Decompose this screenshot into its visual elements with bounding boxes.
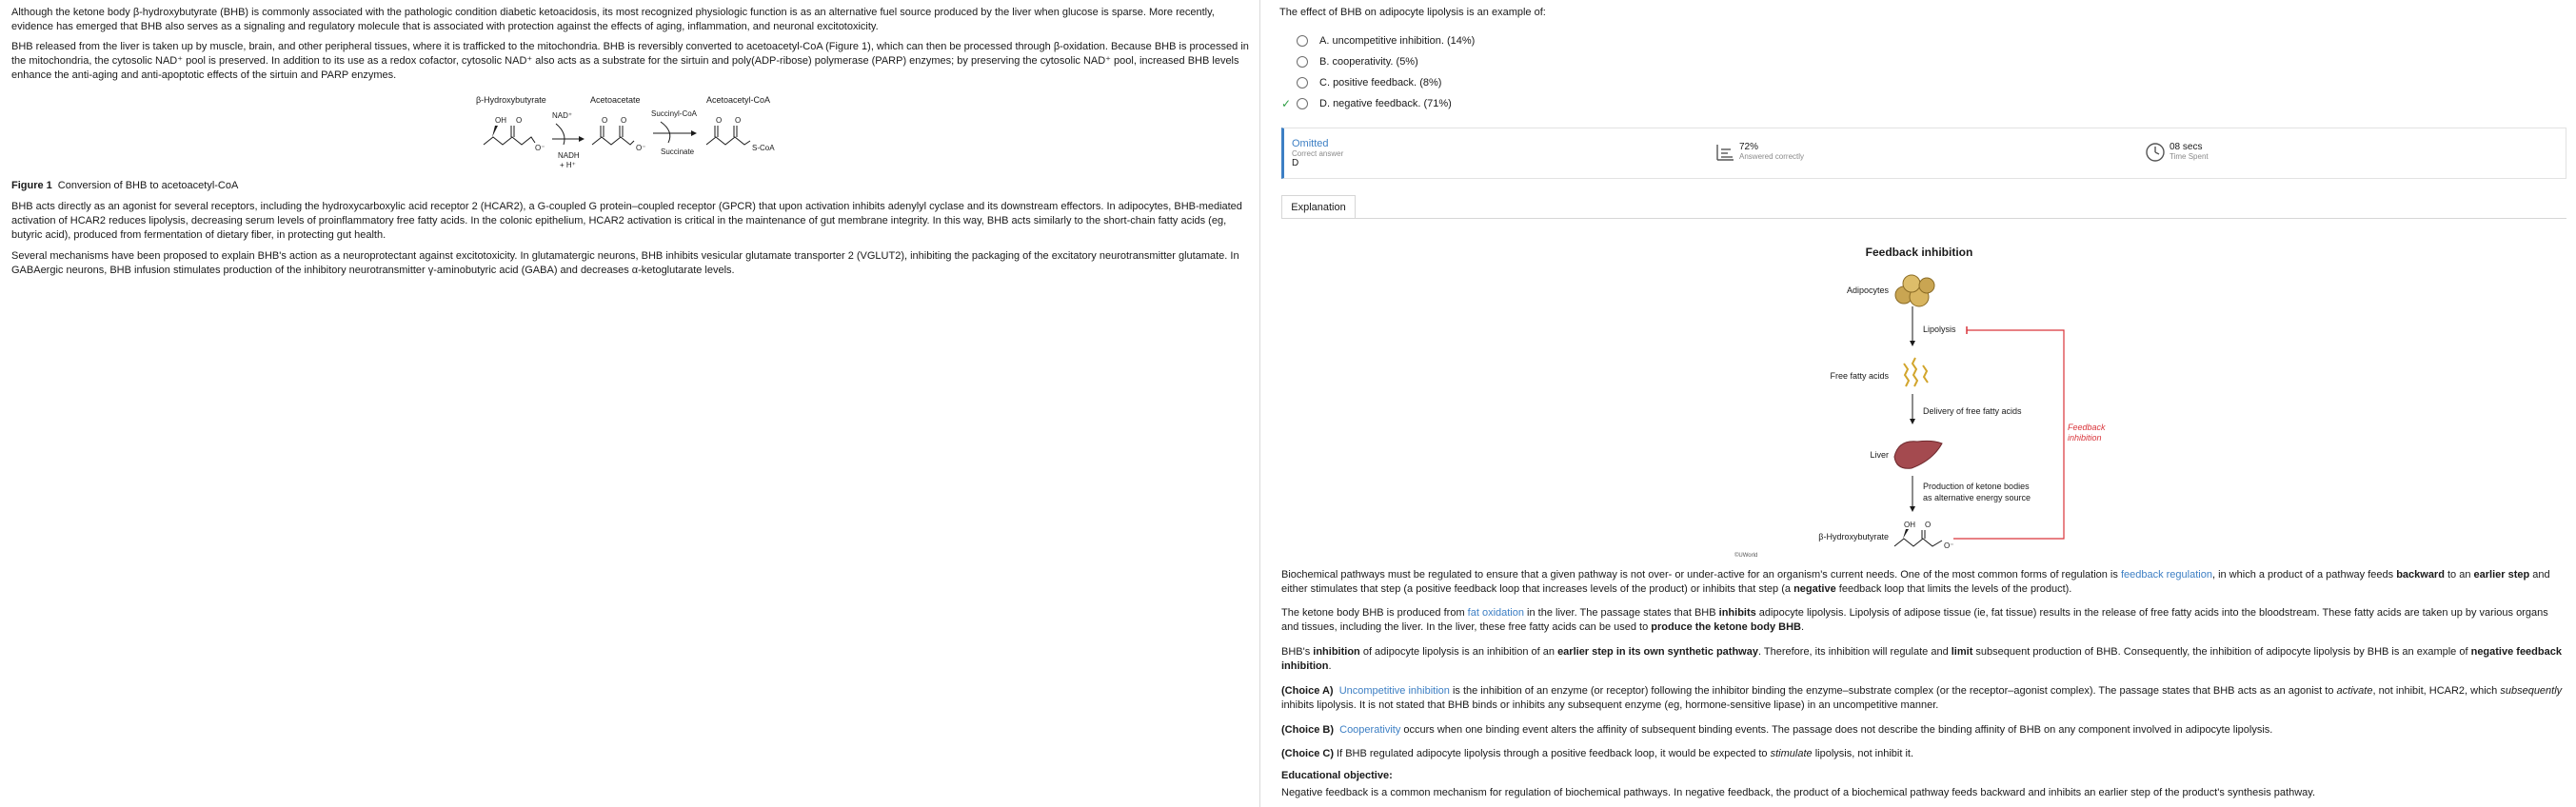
explanation-paragraph-1	[1281, 568, 2566, 597]
answered-correctly-text	[1739, 143, 1804, 162]
correct-answer-label: Correct answer	[1292, 149, 1344, 158]
status-block	[1292, 138, 1343, 168]
acetoacetate-o-label-1: O	[602, 116, 608, 125]
adipocytes-label: Adipocytes	[1846, 285, 1889, 295]
bhb-skeleton	[484, 137, 535, 145]
choice-c-text: positive feedback.	[1333, 77, 1417, 89]
clock-icon	[2145, 142, 2166, 163]
nad-curved-arrow	[556, 124, 565, 145]
e3-text-c: of adipocyte lipolysis is an inhibition of an	[1359, 646, 1558, 658]
feedback-label-line-2: inhibition	[2068, 433, 2102, 443]
diagram-bhb-wedge	[1903, 529, 1909, 539]
succinyl-coa-curved-arrow	[661, 122, 670, 143]
choice-a-text: uncompetitive inhibition.	[1332, 35, 1444, 47]
acetoacetyl-o-label-2: O	[735, 116, 742, 125]
acetoacetate-skeleton	[592, 137, 634, 145]
e2-bold-produce-bhb: produce the ketone body BHB	[1651, 621, 1801, 633]
arrowhead-delivery	[1910, 419, 1915, 424]
answer-choice-a[interactable]	[1279, 32, 1475, 49]
bhb-name-label: β-Hydroxybutyrate	[476, 95, 546, 105]
choice-a-label: (Choice A)	[1281, 685, 1334, 697]
ea-text-a: is the inhibition of an enzyme (or receptor) following the inhibitor binding the enzyme–substrate complex (or the receptor–agonist complex). The passage states that BHB acts as an agonist to	[1449, 685, 2337, 697]
choice-d-radio[interactable]	[1297, 98, 1308, 109]
feedback-inhibition-diagram	[1260, 236, 2576, 560]
choice-a-radio[interactable]	[1297, 35, 1308, 47]
reaction-1-arrowhead	[579, 136, 585, 142]
arrowhead-production	[1910, 506, 1915, 512]
choice-c-letter: C.	[1319, 77, 1330, 89]
e2-text-f: .	[1800, 621, 1805, 633]
tab-explanation[interactable]: Explanation	[1281, 195, 1356, 218]
liver-illustration	[1894, 441, 1942, 468]
s-coa-label: S-CoA	[752, 144, 775, 152]
e1-bold-negative: negative	[1793, 583, 1836, 595]
e2-bold-inhibits: inhibits	[1718, 607, 1756, 619]
choice-d-percent: (71%)	[1423, 98, 1452, 109]
eb-text-a: occurs when one binding event alters the affinity of subsequent binding events. The passage does not describe the binding affinity of BHB on any component involved in adipocyte lipolysis.	[1400, 724, 2273, 736]
copyright-label: ©UWorld	[1734, 553, 1758, 559]
e2-text-d: adipocyte lipolysis. Lipolysis of adipose tissue (ie, fat tissue) results in the release of free fatty acids into the bloodstream. These fatty acids are taken up by various organs and tissues, including the liver. In the liver, these free fatty acids can be used to	[1281, 607, 2548, 633]
ea-text-c: , not inhibit, HCAR2, which	[2372, 685, 2501, 697]
choice-b-percent: (5%)	[1396, 56, 1418, 68]
choice-b-radio[interactable]	[1297, 56, 1308, 68]
production-label-line-1: Production of ketone bodies	[1923, 482, 2030, 491]
figure-caption	[11, 180, 238, 191]
answer-choice-c[interactable]	[1279, 74, 1441, 91]
liver-label: Liver	[1870, 450, 1889, 460]
feedback-label-line-1: Feedback	[2068, 423, 2106, 432]
bhb-oh-label: OH	[495, 116, 506, 125]
fatty-acids-illustration	[1904, 358, 1928, 386]
acetoacetyl-coa-skeleton	[706, 137, 750, 145]
ea-text-e: inhibits lipolysis. It is not stated that BHB binds or inhibits any subsequent enzyme (eg, hormone-sensitive lipase) in an uncompetitive manner.	[1281, 699, 1939, 711]
ec-italic-stimulate: stimulate	[1770, 748, 1813, 759]
explanation-paragraph-3	[1281, 645, 2566, 674]
e1-text-a: Biochemical pathways must be regulated to ensure that a given pathway is not over- or under-active for an organism's current needs. One of the most common forms of regulation is	[1281, 569, 2121, 581]
correct-check-icon: ✓	[1280, 97, 1292, 110]
answer-choice-d[interactable]	[1279, 95, 1452, 112]
diagram-bhb-skeleton	[1894, 539, 1942, 546]
fat-oxidation-link[interactable]: fat oxidation	[1467, 607, 1524, 619]
diagram-bhb-oh: OH	[1904, 521, 1915, 529]
omitted-status: Omitted	[1292, 138, 1329, 149]
choice-c-radio[interactable]	[1297, 77, 1308, 89]
reaction-2-arrowhead	[691, 130, 697, 136]
passage-pane	[0, 0, 1259, 807]
hplus-label: + H⁺	[560, 161, 576, 169]
acetoacetate-o-minus-label: O⁻	[636, 144, 646, 152]
question-pane	[1260, 0, 2576, 807]
choice-b-letter: B.	[1319, 56, 1330, 68]
feedback-regulation-link[interactable]: feedback regulation	[2120, 569, 2212, 581]
ec-text-c: lipolysis, not inhibit it.	[1812, 748, 1914, 759]
time-spent-text	[2170, 143, 2209, 162]
ffa-label: Free fatty acids	[1830, 371, 1889, 381]
adipocytes-illustration	[1895, 275, 1934, 306]
e3-bold-earlier-step: earlier step in its own synthetic pathway	[1557, 646, 1758, 658]
passage-paragraph-4: Several mechanisms have been proposed to explain BHB's action as a neuroprotectant against excitotoxicity. In glutamatergic neurons, BHB inhibits vesicular glutamate transporter 2 (VGLUT2), inhibiting the packaging of the excitatory neurotransmitter glutamate. In GABAergic neurons, BHB infusion stimulates production of the inhibitory neurotransmitter γ-aminobutyric acid (GABA) and decreases α-ketoglutarate levels.	[11, 250, 1239, 276]
e1-text-b: , in which a product of a pathway feeds	[2211, 569, 2397, 581]
question-stem: The effect of BHB on adipocyte lipolysis is an example of:	[1279, 7, 1546, 18]
e3-bold-limit: limit	[1951, 646, 1973, 658]
e3-bold-inhibition: inhibition	[1313, 646, 1360, 658]
lipolysis-label: Lipolysis	[1923, 325, 1956, 334]
bhb-o-minus-label: O⁻	[535, 144, 545, 152]
acetoacetate-o-label-2: O	[621, 116, 627, 125]
passage-paragraph-1: Although the ketone body β-hydroxybutyrate (BHB) is commonly associated with the pathologic condition diabetic ketoacidosis, its most recognized physiologic function is as an alternative fuel source produced by the liver when glucose is sparse. More recently, evidence has emerged that BHB also serves as a signaling and regulatory molecule that is associated with protection against the effects of aging, inflammation, and neuronal excitotoxicity.	[11, 7, 1215, 32]
e1-bold-backward: backward	[2396, 569, 2445, 581]
e1-text-d: to an	[2444, 569, 2474, 581]
time-spent-block	[2145, 142, 2209, 163]
ea-italic-activate: activate	[2336, 685, 2373, 697]
time-spent-value: 08 secs	[2170, 142, 2203, 152]
e2-text-b: in the liver. The passage states that BHB	[1524, 607, 1719, 619]
correct-answer-value: D	[1292, 158, 1299, 168]
acetoacetyl-coa-name-label: Acetoacetyl-CoA	[706, 95, 771, 105]
e3-text-g: subsequent production of BHB. Consequently, the inhibition of adipocyte lipolysis by BHB is an example of	[1972, 646, 2471, 658]
nadh-label: NADH	[558, 151, 580, 160]
answered-correctly-block	[1714, 142, 1804, 163]
e3-bold-negative-feedback: negative feedback inhibition	[1281, 646, 2562, 672]
passage-paragraph-2: BHB released from the liver is taken up by muscle, brain, and other peripheral tissues, where it is trafficked to the mitochondria. BHB is reversibly converted to acetoacetyl-CoA (Figure 1), which can then be processed through β-oxidation. Because BHB is processed in the mitochondria, the cytosolic NAD⁺ pool is preserved. In addition to its use as a redox cofactor, cytosolic NAD⁺ also acts as a substrate for the sirtuin and poly(ADP-ribose) polymerase (PARP) enzymes; by preserving the cytosolic NAD⁺ pool, increased BHB levels enhance the anti-aging and anti-apoptotic effects of the sirtuin and PARP enzymes.	[11, 41, 1249, 81]
nad-label: NAD⁺	[552, 111, 573, 120]
e2-text-a: The ketone body BHB is produced from	[1281, 607, 1468, 619]
choice-a-letter: A.	[1319, 35, 1330, 47]
passage-paragraph-3: BHB acts directly as an agonist for several receptors, including the hydroxycarboxylic acid receptor 2 (HCAR2), a G-coupled G protein–coupled receptor (GPCR) that upon activation inhibits adenylyl cyclase and its downstream effectors. In adipocytes, BHB-mediated activation of HCAR2 reduces lipolysis, decreasing serum levels of proinflammatory free fatty acids. In the colonic epithelium, HCAR2 activation is critical in the maintenance of gut membrane integrity. In this way, BHB acts similarly to the short-chain fatty acids (eg, butyric acid), produced from fermentation of dietary fiber, in protecting gut health.	[11, 201, 1242, 241]
choice-a-percent: (14%)	[1446, 35, 1476, 47]
choice-b-label: (Choice B)	[1281, 724, 1334, 736]
choice-b-text: cooperativity.	[1332, 56, 1394, 68]
arrowhead-lipolysis	[1910, 341, 1915, 346]
educational-objective-text: Negative feedback is a common mechanism for regulation of biochemical pathways. In negative feedback, the product of a biochemical pathway feeds backward and inhibits an earlier step of the product's synthesis pathway.	[1281, 787, 2315, 798]
cooperativity-link[interactable]: Cooperativity	[1339, 724, 1401, 736]
acetoacetyl-o-label-1: O	[716, 116, 723, 125]
educational-objective-heading	[1281, 769, 2566, 783]
explanation-choice-a	[1281, 684, 2566, 713]
explanation-choice-c	[1281, 747, 2566, 761]
diagram-bhb-o: O	[1925, 521, 1932, 529]
choice-d-letter: D.	[1319, 98, 1330, 109]
answer-choice-b[interactable]	[1279, 53, 1418, 70]
succinate-label: Succinate	[661, 148, 695, 156]
figure-label: Figure 1	[11, 180, 52, 191]
succinyl-coa-label: Succinyl-CoA	[651, 109, 698, 118]
e1-text-h: feedback loop that limits the levels of the product).	[1835, 583, 2072, 595]
figure-1-reaction-scheme	[457, 95, 800, 171]
feedback-loop-line	[1953, 330, 2064, 539]
e3-text-a: BHB's	[1281, 646, 1314, 658]
bhb-wedge-bond	[492, 126, 498, 137]
ec-text-a: If BHB regulated adipocyte lipolysis through a positive feedback loop, it would be expected to	[1334, 748, 1771, 759]
bhb-o-label: O	[516, 116, 523, 125]
e1-bold-earlier-step: earlier step	[2473, 569, 2530, 581]
bar-chart-icon	[1714, 142, 1735, 163]
answered-correctly-label: Answered correctly	[1739, 152, 1805, 161]
e1-text-f: and either stimulates that step (a positive feedback loop that increases levels of the product) or inhibits that step (a	[1281, 569, 2550, 595]
tab-underline	[1281, 218, 2566, 219]
diagram-bhb-label: β-Hydroxybutyrate	[1818, 532, 1889, 541]
explanation-paragraph-2	[1281, 606, 2566, 635]
delivery-label: Delivery of free fatty acids	[1923, 406, 2022, 416]
uncompetitive-inhibition-link[interactable]: Uncompetitive inhibition	[1338, 685, 1450, 697]
e3-text-i: .	[1328, 660, 1332, 672]
e3-text-e: . Therefore, its inhibition will regulate and	[1757, 646, 1952, 658]
figure-caption-text: Conversion of BHB to acetoacetyl-CoA	[57, 180, 239, 191]
answered-correctly-value: 72%	[1739, 142, 1759, 152]
choice-c-label: (Choice C)	[1281, 748, 1334, 759]
time-spent-label: Time Spent	[2170, 152, 2209, 161]
educational-objective-label: Educational objective:	[1281, 770, 1393, 781]
diagram-bhb-o-minus: O⁻	[1944, 541, 1954, 550]
choice-d-text: negative feedback.	[1333, 98, 1421, 109]
acetoacetate-name-label: Acetoacetate	[590, 95, 641, 105]
production-label-line-2: as alternative energy source	[1923, 493, 2031, 502]
stats-bar	[1281, 128, 2566, 179]
choice-c-percent: (8%)	[1419, 77, 1442, 89]
ea-italic-subsequently: subsequently	[2500, 685, 2563, 697]
diagram-title: Feedback inhibition	[1865, 246, 1973, 259]
explanation-choice-b	[1281, 723, 2566, 738]
